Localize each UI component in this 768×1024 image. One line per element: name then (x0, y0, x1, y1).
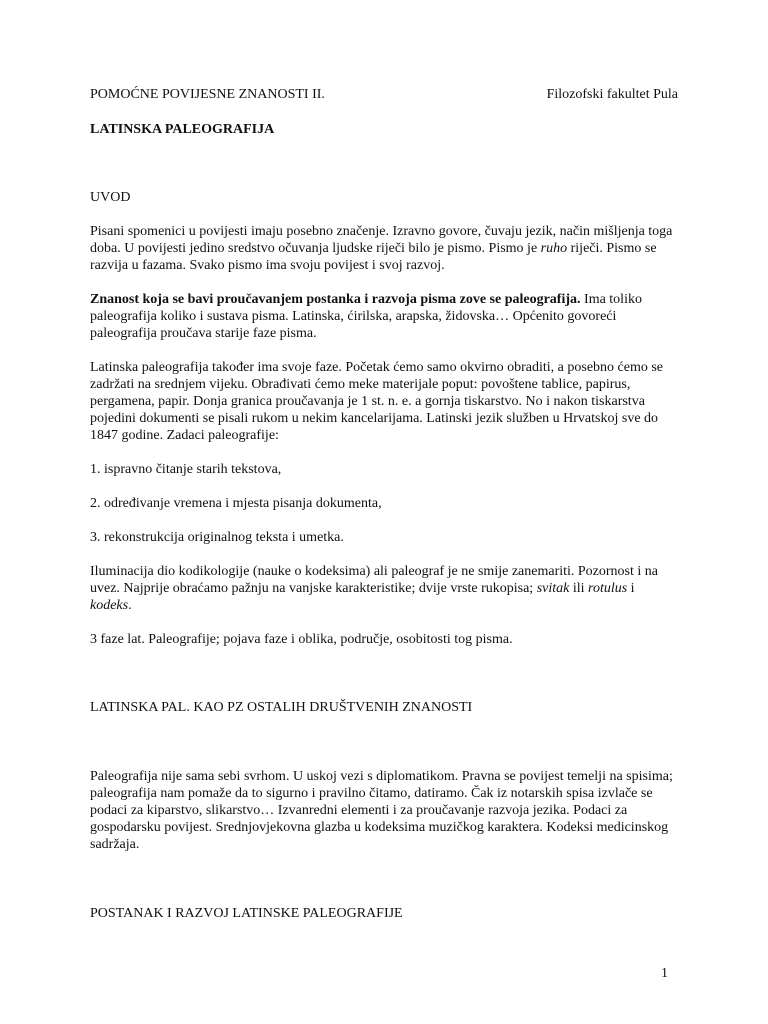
course-name: POMOĆNE POVIJESNE ZNANOSTI II. (90, 87, 325, 102)
list-item: 2. određivanje vremena i mjesta pisanja dokumenta, (90, 496, 382, 511)
page-header (90, 86, 678, 103)
list-item: 1. ispravno čitanje starih tekstova, (90, 462, 282, 477)
paragraph-illumination: Iluminacija dio kodikologije (nauke o kodeksima) ali paleograf je ne smije zanemariti. Pozornost i na uvez. Najprije obraćamo pažnju na vanjske karakteristike; dvije vrste rukopisa; svitak ili rotulus i kodeks. (90, 564, 658, 613)
paragraph-three-phases: 3 faze lat. Paleografije; pojava faze i oblika, područje, osobitosti tog pisma. (90, 632, 513, 647)
paragraph-intro: Pisani spomenici u povijesti imaju posebno značenje. Izravno govore, čuvaju jezik, način mišljenja toga doba. U povijesti jedino sredstvo očuvanja ljudske riječi bilo je pismo. Pismo je ruho riječi. Pismo se razvija u fazama. Svako pismo ima svoju povijest i svoj razvoj. (90, 224, 673, 273)
document-page (90, 86, 678, 922)
document-title: LATINSKA PALEOGRAFIJA (90, 122, 275, 137)
institution-name: Filozofski fakultet Pula (546, 87, 678, 102)
section-heading-uvod: UVOD (90, 190, 131, 205)
paragraph-pz: Paleografija nije sama sebi svrhom. U uskoj vezi s diplomatikom. Pravna se povijest temelji na spisima; paleografija nam pomaže da to sigurno i pravilno čitamo, datiramo. Čak iz notarskih spisa izvlače se podaci za kiparstvo, slikarstvo… Izvanredni elementi i za proučavanje razvoja jezika. Podaci za gospodarsku povijest. Srednjovjekovna glazba u kodeksima muzičkog karaktera. Kodeksi medicinskog sadržaja. (90, 769, 673, 852)
definition-bold-text: Znanost koja se bavi proučavanjem postanka i razvoja pisma zove se paleografija. (90, 292, 581, 307)
paragraph-definition: Znanost koja se bavi proučavanjem postanka i razvoja pisma zove se paleografija. Ima toliko paleografija koliko i sustava pisma. Latinska, ćirilska, arapska, židovska… Općenito govoreći paleografija proučava starije faze pisma. (90, 292, 642, 341)
section-heading-pz: LATINSKA PAL. KAO PZ OSTALIH DRUŠTVENIH ZNANOSTI (90, 700, 473, 715)
paragraph-phases: Latinska paleografija također ima svoje faze. Početak ćemo samo okvirno obraditi, a posebno ćemo se zadržati na srednjem vijeku. Obrađivati ćemo meke materijale poput: povoštene tablice, papirus, pergamena, papir. Donja granica proučavanja je 1 st. n. e. a gornja tiskarstvo. No i nakon tiskarstva pojedini dokumenti se pisali rukom u nekim kancelarijama. Latinski jezik služben u Hrvatskoj sve do 1847 godine. Zadaci paleografije: (90, 360, 664, 443)
section-heading-postanak: POSTANAK I RAZVOJ LATINSKE PALEOGRAFIJE (90, 906, 403, 921)
page-number: 1 (661, 966, 668, 981)
list-item: 3. rekonstrukcija originalnog teksta i umetka. (90, 530, 344, 545)
